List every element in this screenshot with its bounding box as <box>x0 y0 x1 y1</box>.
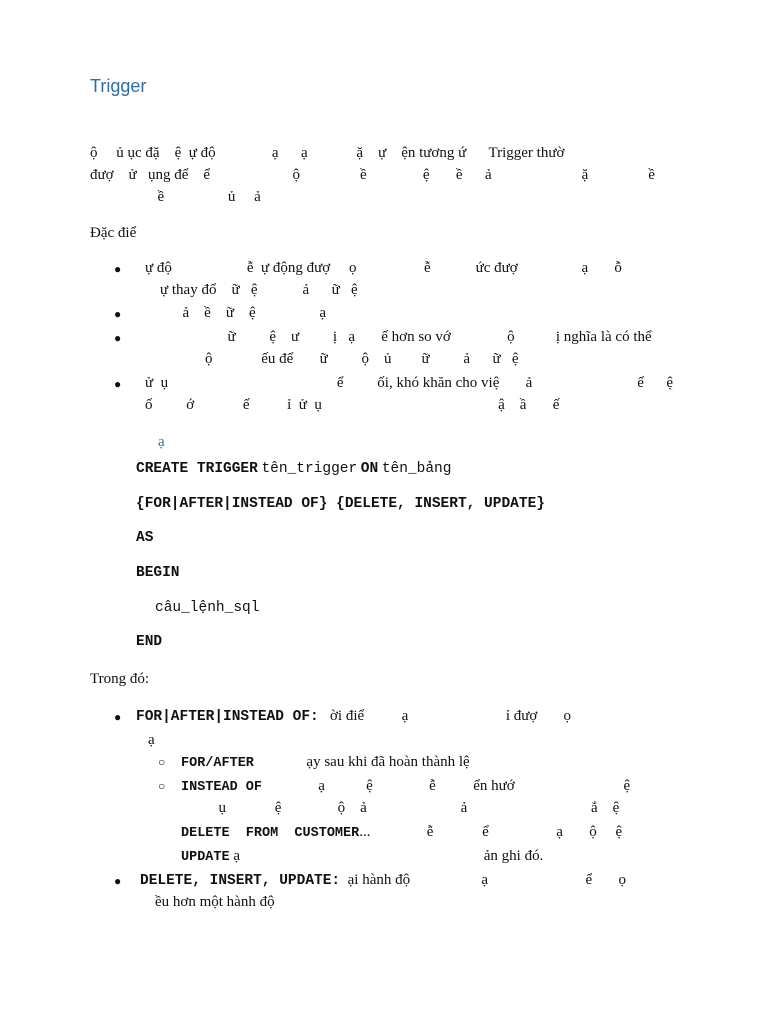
sub-item-code: INSTEAD OF <box>181 780 263 795</box>
sub-item-text: ạy sau khi đã hoàn thành lệ <box>253 754 470 770</box>
sub-item-for-after <box>181 753 470 771</box>
param-desc: ại hành độ ạ ể ọ <box>340 872 626 888</box>
param-desc: ời điể ạ ỉ đượ ọ <box>318 708 572 724</box>
where-label: Trong đó: <box>90 671 150 687</box>
feature-2-line-1: ả ề ữ ệ ạ <box>145 305 327 321</box>
sub-item-code: DELETE FROM CUSTOMER <box>181 826 360 841</box>
intro-line-2: đượ ử ụng để ể ộ ề ệ ề ả ặ ề <box>90 167 655 183</box>
code-line-5: câu_lệnh_sql <box>155 600 260 616</box>
syntax-label: ạ <box>158 434 165 450</box>
sub-item-instead-of-line-3 <box>181 823 622 841</box>
sub-bullet-circle: ○ <box>158 755 166 769</box>
code-identifier: tên_trigger <box>261 461 358 477</box>
code-line-2: {FOR|AFTER|INSTEAD OF} {DELETE, INSERT, UPDATE} <box>136 496 545 512</box>
features-label: Đặc điể <box>90 225 137 241</box>
bullet-dot: ● <box>114 307 122 321</box>
sub-item-instead-of <box>181 777 630 795</box>
param-events-cont: ều hơn một hành độ <box>155 894 275 910</box>
code-keyword: CREATE TRIGGER <box>136 461 258 477</box>
param-name: DELETE, INSERT, UPDATE: <box>140 873 341 889</box>
sub-item-text: ạ ệ ễ ển hướ ệ <box>262 778 631 794</box>
code-line-6: END <box>136 634 163 650</box>
bullet-dot: ● <box>114 874 122 888</box>
feature-3-line-2: ộ ếu để ữ ộ ủ ữ ả ữ ệ <box>145 351 519 367</box>
sub-item-code: UPDATE <box>181 850 230 865</box>
feature-4-line-1: ử ụ ể ối, khó khăn cho việ ả ể ệ <box>145 375 674 391</box>
sub-item-instead-of-line-2: ụ ệ ộ ả ả ắ ệ <box>181 800 620 816</box>
code-line-1 <box>136 460 451 477</box>
section-heading: Trigger <box>90 76 147 96</box>
feature-1-line-1: ự độ ễ ự động đượ ọ ễ ức đượ ạ ỗ <box>145 260 622 276</box>
feature-3-line-1: ữ ệ ư ị ạ ế hơn so vớ ộ ị nghĩa là có thể <box>145 329 652 345</box>
param-timing <box>136 707 571 725</box>
sub-item-text: ... ễ ể ạ ộ ệ <box>359 824 623 840</box>
intro-line-3: ề ủ ả <box>90 189 261 205</box>
code-line-4: BEGIN <box>136 565 180 581</box>
bullet-dot: ● <box>114 331 122 345</box>
bullet-dot: ● <box>114 262 122 276</box>
code-line-3: AS <box>136 530 154 546</box>
feature-4-line-2: ố ớ ế ỉ ử ụ ậ ầ ế <box>145 397 560 413</box>
code-keyword: ON <box>360 461 379 477</box>
bullet-dot: ● <box>114 377 122 391</box>
param-timing-cont: ạ <box>148 732 155 748</box>
sub-bullet-circle: ○ <box>158 779 166 793</box>
sub-item-instead-of-line-4 <box>181 847 543 865</box>
param-name: FOR|AFTER|INSTEAD OF: <box>136 709 319 725</box>
param-events <box>140 871 626 889</box>
sub-item-code: FOR/AFTER <box>181 756 254 771</box>
intro-line-1: ộ ủ ục đặ ệ ự độ ạ ạ ặ ự ện tương ứ Trigger thườ <box>90 145 565 161</box>
feature-1-line-2: ự thay đổ ữ ệ ả ữ ệ <box>160 282 358 298</box>
sub-item-text: ạ ản ghi đó. <box>229 848 544 864</box>
code-identifier: tên_bảng <box>381 461 452 477</box>
bullet-dot: ● <box>114 710 122 724</box>
